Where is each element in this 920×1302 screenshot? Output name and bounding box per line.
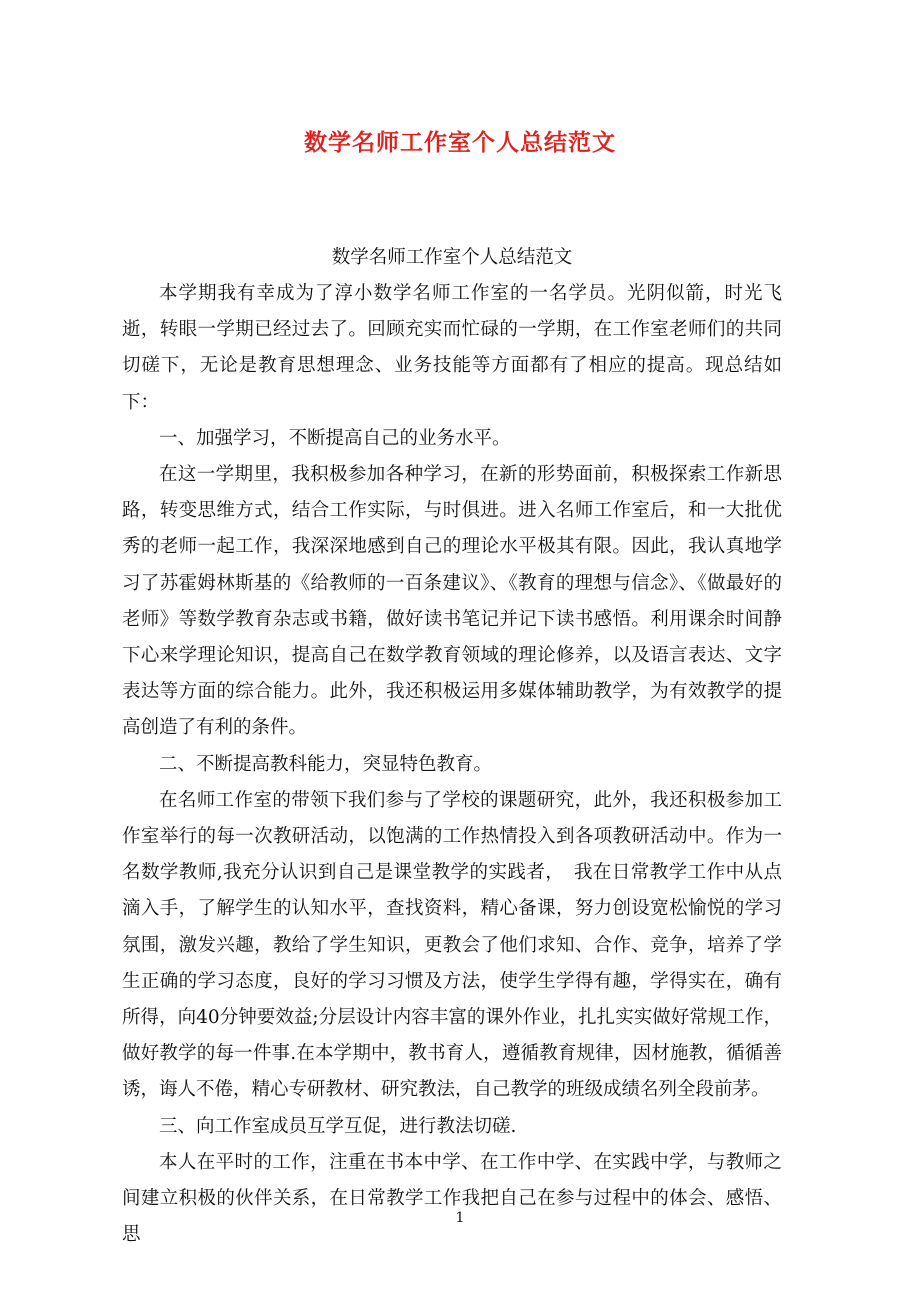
section-heading-2: 二、不断提高教科能力，突显特色教育。 [159,753,493,775]
document-title: 数学名师工作室个人总结范文 [304,129,616,156]
document-body [122,240,782,1253]
page-number: 1 [455,1210,465,1226]
section-heading-3: 三、向工作室成员互学互促，进行教法切磋. [159,1115,517,1137]
paragraph-section-1: 在这一学期里，我积极参加各种学习，在新的形势面前，积极探索工作新思路，转变思维方式，结合工作实际，与时俱进。进入名师工作室后，和一大批优秀的老师一起工作，我深深地感到自己的理论水平极其有限。因此，我认真地学习了苏霍姆林斯基的《给教师的一百条建议》、《教育的理想与信念》、《做最好的老师》等数学教育杂志或书籍，做好读书笔记并记下读书感悟。利用课余时间静下心来学理论知识，提高自己在数学教育领域的理论修养，以及语言表达、文字表达等方面的综合能力。此外，我还积极运用多媒体辅助教学，为有效教学的提高创造了有利的条件。 [122,464,782,739]
paragraph-intro: 本学期我有幸成为了淳小数学名师工作室的一名学员。光阴似箭，时光飞逝，转眼一学期已经过去了。回顾充实而忙碌的一学期，在工作室老师们的共同切磋下，无论是教育思想理念、业务技能等方面都有了相应的提高。现总结如下： [122,283,782,413]
paragraph-section-2: 在名师工作室的带领下我们参与了学校的课题研究，此外，我还积极参加工作室举行的每一次教研活动，以饱满的工作热情投入到各项教研活动中。作为一名数学教师,我充分认识到自己是课堂教学的实践者， 我在日常教学工作中从点滴入手，了解学生的认知水平，查找资料，精心备课，努力创设宽松愉悦的学习氛围，激发兴趣，教给了学生知识，更教会了他们求知、合作、竞争，培养了学生正确的学习态度，良好的学习习惯及方法，使学生学得有趣，学得实在，确有所得，向40分钟要效益;分层设计内容丰富的课外作业，扎扎实实做好常规工作，做好教学的每一件事.在本学期中，教书育人，遵循教育规律，因材施教，循循善诱，诲人不倦，精心专研教材、研究教法，自己教学的班级成绩名列全段前茅。 [122,789,782,1101]
paragraph-section-3: 本人在平时的工作，注重在书本中学、在工作中学、在实践中学，与教师之间建立积极的伙伴关系，在日常教学工作我把自己在参与过程中的体会、感悟、思 [122,1151,782,1246]
section-heading-1: 一、加强学习，不断提高自己的业务水平。 [159,427,511,449]
document-subtitle: 数学名师工作室个人总结范文 [331,247,573,268]
